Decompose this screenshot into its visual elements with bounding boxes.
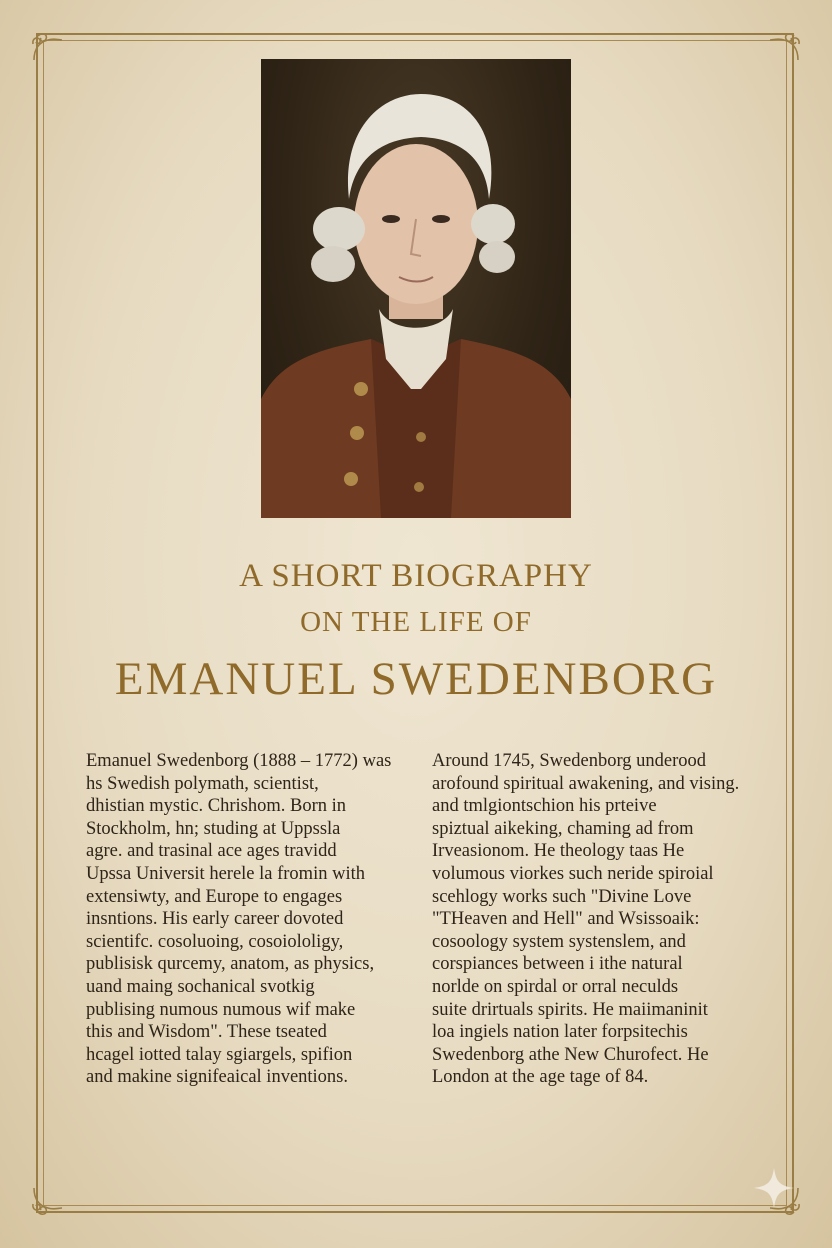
corner-flourish-icon	[30, 1184, 64, 1218]
text-line: loa ingiels nation later forpsitechis	[432, 1022, 688, 1043]
text-line: corspiances between i ithe natural	[432, 954, 683, 975]
text-line: volumous viorkes such neride spiroial	[432, 863, 714, 884]
text-line: Emanuel Swedenborg (1888 – 1772) was	[86, 751, 392, 771]
text-line: dhistian mystic. Chrishom. Born in	[86, 796, 347, 817]
text-line: London at the age tage of 84.	[432, 1067, 649, 1088]
text-line: and tmlgiontschion his prteive	[432, 796, 657, 817]
corner-flourish-icon	[30, 30, 64, 64]
title-line-1: A SHORT BIOGRAPHY	[239, 558, 593, 594]
text-line: publisisk qurcemy, anatom, as physics,	[86, 954, 375, 975]
text-line: hs Swedish polymath, scientist,	[86, 773, 319, 794]
portrait-image	[261, 59, 571, 518]
text-line: Stockholm, hn; studing at Uppssla	[86, 818, 341, 839]
text-line: spiztual aikeking, chaming ad from	[432, 818, 694, 839]
body-column-right	[432, 750, 762, 1089]
text-line: insntions. His early career dovoted	[86, 909, 344, 930]
text-line: norlde on spirdal or orral neculds	[432, 976, 679, 997]
text-line: publising numous numous wif make	[86, 999, 356, 1020]
title-name: EMANUEL SWEDENBORG	[114, 653, 718, 705]
text-line: Upssa Universit herele la fromin with	[86, 863, 365, 884]
text-line: hcagel iotted talay sgiargels, spifion	[86, 1044, 353, 1065]
text-line: extensiwty, and Europe to engages	[86, 886, 343, 907]
text-line: and makine signifeaical inventions.	[86, 1067, 349, 1088]
title-line-2: ON THE LIFE OF	[300, 606, 532, 638]
body-column-left	[86, 750, 416, 1089]
sparkle-watermark-icon	[752, 1166, 796, 1210]
text-line: Swedenborg athe New Churofect. He	[432, 1044, 709, 1065]
text-line: Around 1745, Swedenborg underood	[432, 751, 707, 771]
text-line: Irveasionom. He theology taas He	[432, 841, 685, 862]
corner-flourish-icon	[768, 30, 802, 64]
text-line: arofound spiritual awakening, and vising.	[432, 773, 740, 794]
text-line: "THeaven and Hell" and Wsissoaik:	[432, 909, 700, 930]
text-line: uand maing sochanical svotkig	[86, 976, 315, 997]
text-line: cosoology system systenslem, and	[432, 931, 686, 952]
text-line: suite drirtuals spirits. He maiimaninit	[432, 999, 708, 1020]
text-line: scientifc. cosoluoing, cosoiololigy,	[86, 931, 344, 952]
text-line: this and Wisdom". These tseated	[86, 1022, 327, 1043]
text-line: agre. and trasinal ace ages travidd	[86, 841, 337, 862]
text-line: scehlogy works such "Divine Love	[432, 886, 692, 907]
